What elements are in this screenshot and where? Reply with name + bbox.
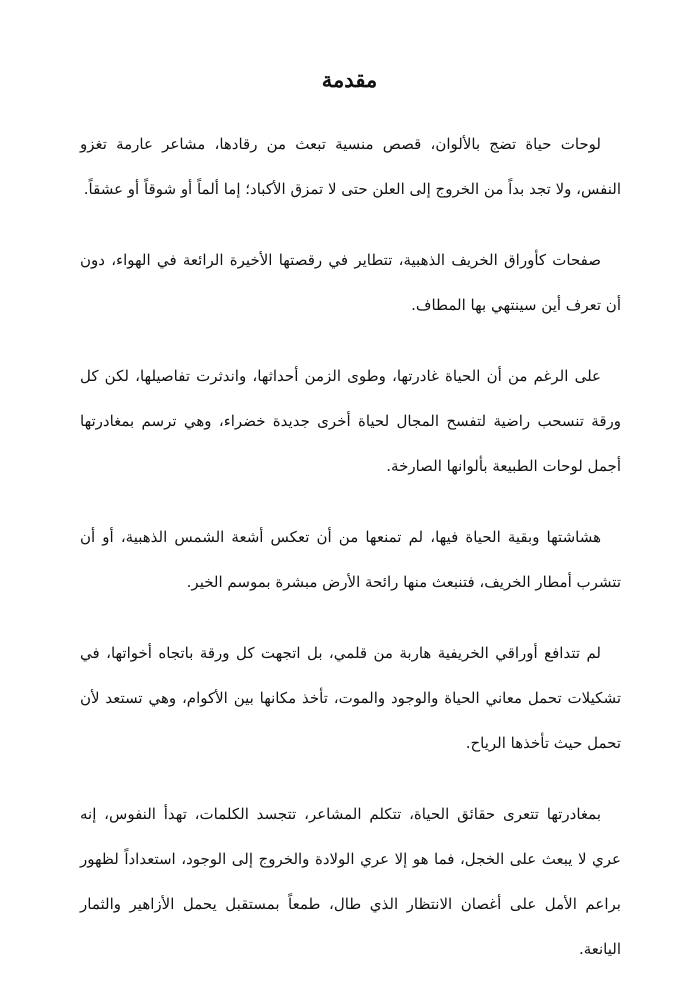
paragraph-4: هشاشتها وبقية الحياة فيها، لم تمنعها من أن تعكس أشعة الشمس الذهبية، أو أن تتشرب أمطار الخريف، فتنبعث منها رائحة الأرض مبشرة بموسم الخير.: [80, 528, 621, 591]
paragraph-2: صفحات كأوراق الخريف الذهبية، تتطاير في رقصتها الأخيرة الرائعة في الهواء، دون أن تعرف أين سينتهي بها المطاف.: [80, 251, 621, 314]
paragraph-6: بمغادرتها تتعرى حقائق الحياة، تتكلم المشاعر، تتجسد الكلمات، تهدأ النفوس، إنه عري لا يبعث على الخجل، فما هو إلا عري الولادة والخروج إلى الوجود، استعداداً لظهور براعم الأمل على أغصان الانتظار الذي طال، طمعاً بمستقبل يحمل الأزاهير والثمار اليانعة.: [80, 805, 621, 958]
page-title: مقدمة: [321, 67, 378, 92]
document-body: [80, 122, 621, 998]
paragraph-1: لوحات حياة تضج بالألوان، قصص منسية تبعث من رقادها، مشاعر عارمة تغزو النفس، ولا تجد بداً من الخروج إلى العلن حتى لا تمزق الأكباد؛ إما ألماً أو شوقاً أو عشقاً.: [80, 135, 621, 198]
paragraph-3: على الرغم من أن الحياة غادرتها، وطوى الزمن أحداثها، واندثرت تفاصيلها، لكن كل ورقة تنسحب راضية لتفسح المجال لحياة أخرى جديدة خضراء، وهي ترسم بمغادرتها أجمل لوحات الطبيعة بألوانها الصارخة.: [80, 367, 621, 475]
paragraph-5: لم تتدافع أوراقي الخريفية هاربة من قلمي، بل اتجهت كل ورقة باتجاه أخواتها، في تشكيلات تحمل معاني الحياة والوجود والموت، تأخذ مكانها بين الأكوام، وهي تستعد لأن تحمل حيث تأخذها الرياح.: [80, 644, 621, 752]
